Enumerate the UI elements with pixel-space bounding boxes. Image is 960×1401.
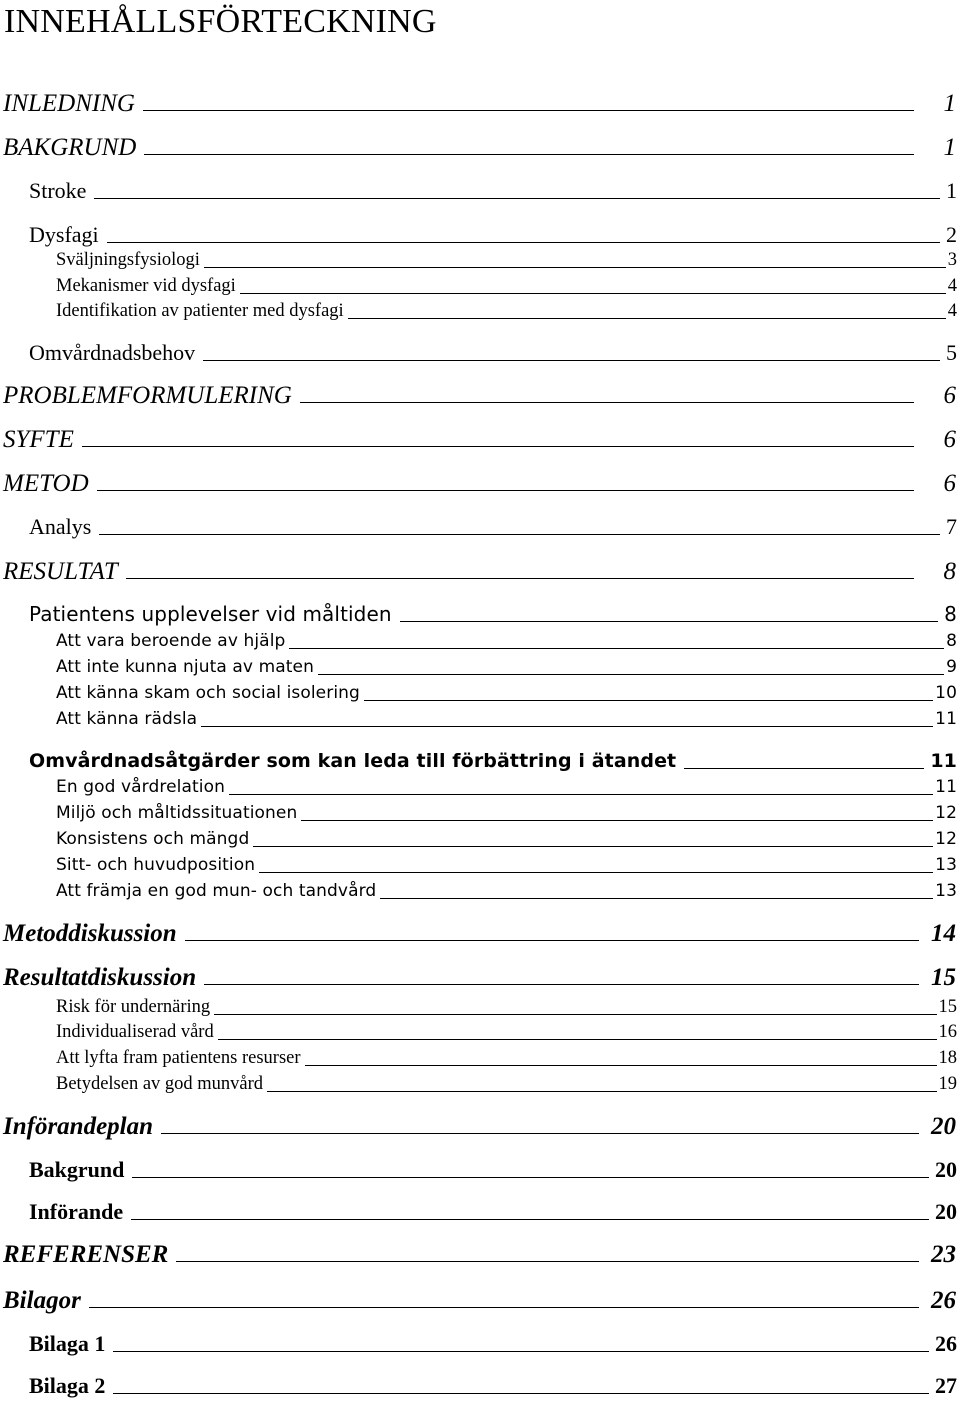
toc-entry-label: INLEDNING <box>3 90 135 117</box>
toc-entry[interactable] <box>0 708 960 730</box>
toc-leader-line <box>144 154 913 155</box>
toc-leader-line <box>185 940 919 941</box>
toc-entry-label: Att lyfta fram patientens resurser <box>56 1048 301 1068</box>
toc-entry-label: Införande <box>29 1199 124 1224</box>
toc-entry-label: Att känna rädsla <box>56 709 198 729</box>
toc-leader-line <box>214 1014 936 1015</box>
toc-leader-line <box>300 402 914 403</box>
toc-leader-line <box>126 578 914 579</box>
toc-entry-label: Risk för undernäring <box>56 997 211 1017</box>
toc-entry[interactable] <box>0 1241 960 1269</box>
toc-leader-line <box>113 1351 929 1352</box>
toc-entry-label: Resultatdiskussion <box>3 964 197 991</box>
toc-entry-label: Införandeplan <box>3 1113 154 1140</box>
toc-entry[interactable] <box>0 776 960 798</box>
toc-entry[interactable] <box>0 90 960 118</box>
toc-leader-line <box>364 700 933 701</box>
toc-entry-label: Mekanismer vid dysfagi <box>56 276 236 296</box>
toc-entry[interactable] <box>0 601 960 627</box>
toc-entry-page: 13 <box>935 855 957 875</box>
toc-entry-page: 13 <box>935 881 957 901</box>
toc-leader-line <box>204 267 946 268</box>
toc-entry-page: 15 <box>938 997 957 1017</box>
toc-entry-label: Att vara beroende av hjälp <box>56 631 286 651</box>
toc-leader-line <box>161 1133 919 1134</box>
toc-leader-line <box>240 293 946 294</box>
toc-entry-page: 6 <box>943 426 956 453</box>
toc-leader-line <box>82 446 914 447</box>
toc-entry-page: 10 <box>935 683 957 703</box>
toc-entry-page: 20 <box>931 1113 956 1140</box>
toc-entry[interactable] <box>0 964 960 992</box>
toc-entry-label: Att främja en god mun- och tandvård <box>56 881 377 901</box>
toc-entry-page: 6 <box>943 382 956 409</box>
toc-entry[interactable] <box>0 1113 960 1141</box>
toc-leader-line <box>204 984 919 985</box>
toc-entry-page: 11 <box>935 709 957 729</box>
toc-entry-label: Identifikation av patienter med dysfagi <box>56 301 344 321</box>
toc-entry[interactable] <box>0 275 960 297</box>
toc-entry-page: 14 <box>931 920 956 947</box>
toc-entry-label: SYFTE <box>3 426 74 453</box>
toc-entry-page: 23 <box>931 1241 956 1268</box>
toc-entry-page: 20 <box>935 1199 957 1224</box>
toc-entry-page: 12 <box>935 829 957 849</box>
toc-entry[interactable] <box>0 300 960 322</box>
toc-entry-page: 6 <box>943 470 956 497</box>
toc-entry-page: 8 <box>944 602 957 626</box>
toc-leader-line <box>380 898 933 899</box>
toc-entry-page: 1 <box>943 134 956 161</box>
toc-leader-line <box>253 846 933 847</box>
toc-entry-label: Att inte kunna njuta av maten <box>56 657 314 677</box>
toc-leader-line <box>107 242 940 243</box>
toc-entry[interactable] <box>0 1021 960 1043</box>
toc-entry-label: Stroke <box>29 178 87 203</box>
toc-entry-page: 11 <box>935 777 957 797</box>
toc-entry-label: Dysfagi <box>29 222 99 247</box>
page-title: INNEHÅLLSFÖRTECKNING <box>4 3 437 40</box>
toc-leader-line <box>305 1065 937 1066</box>
toc-entry-page: 12 <box>935 803 957 823</box>
toc-entry-label: Metoddiskussion <box>3 920 177 947</box>
toc-leader-line <box>301 820 933 821</box>
toc-leader-line <box>684 768 924 769</box>
toc-leader-line <box>400 621 939 622</box>
toc-entry[interactable] <box>0 470 960 498</box>
toc-entry-page: 27 <box>935 1373 957 1398</box>
toc-leader-line <box>203 360 940 361</box>
toc-leader-line <box>267 1091 936 1092</box>
toc-entry-label: Individualiserad vård <box>56 1022 214 1042</box>
toc-entry-label: Miljö och måltidssituationen <box>56 803 298 823</box>
toc-entry-page: 11 <box>930 750 957 772</box>
toc-entry-page: 1 <box>946 178 957 203</box>
toc-entry-page: 7 <box>946 514 957 539</box>
toc-entry[interactable] <box>0 1073 960 1095</box>
toc-entry-page: 2 <box>946 222 957 247</box>
toc-entry[interactable] <box>0 1047 960 1069</box>
toc-leader-line <box>94 198 940 199</box>
toc-entry-label: PROBLEMFORMULERING <box>3 382 292 409</box>
toc-leader-line <box>176 1261 919 1262</box>
toc-entry-label: METOD <box>3 470 89 497</box>
toc-entry-label: BAKGRUND <box>3 134 137 161</box>
toc-entry[interactable] <box>0 178 960 204</box>
toc-entry-page: 15 <box>931 964 956 991</box>
toc-entry-page: 1 <box>943 90 956 117</box>
toc-entry-label: REFERENSER <box>3 1241 169 1268</box>
toc-entry[interactable] <box>0 828 960 850</box>
toc-entry-label: Omvårdnadsåtgärder som kan leda till förbättring i ätandet <box>29 750 677 772</box>
toc-entry[interactable] <box>0 340 960 366</box>
toc-leader-line <box>99 534 940 535</box>
toc-leader-line <box>131 1219 929 1220</box>
toc-entry-page: 4 <box>947 276 957 296</box>
toc-leader-line <box>348 318 946 319</box>
toc-entry[interactable] <box>0 382 960 410</box>
toc-entry-page: 8 <box>946 631 957 651</box>
toc-entry[interactable] <box>0 748 960 774</box>
toc-entry-label: Bilaga 2 <box>29 1373 106 1398</box>
toc-leader-line <box>97 490 914 491</box>
toc-entry[interactable] <box>0 854 960 876</box>
toc-entry[interactable] <box>0 682 960 704</box>
toc-entry-label: Betydelsen av god munvård <box>56 1074 264 1094</box>
toc-leader-line <box>89 1307 919 1308</box>
toc-entry-page: 8 <box>943 558 956 585</box>
toc-entry-label: Bilaga 1 <box>29 1331 106 1356</box>
toc-entry-page: 3 <box>947 250 957 270</box>
toc-leader-line <box>318 674 944 675</box>
toc-entry-page: 5 <box>946 340 957 365</box>
toc-entry[interactable] <box>0 558 960 586</box>
toc-entry[interactable] <box>0 134 960 162</box>
toc-entry-label: Sväljningsfysiologi <box>56 250 200 270</box>
toc-entry-label: Sitt- och huvudposition <box>56 855 256 875</box>
toc-entry-label: RESULTAT <box>3 558 118 585</box>
toc-leader-line <box>113 1393 929 1394</box>
toc-entry[interactable] <box>0 920 960 948</box>
toc-leader-line <box>259 872 933 873</box>
toc-leader-line <box>229 794 933 795</box>
toc-entry[interactable] <box>0 426 960 454</box>
toc-entry[interactable] <box>0 802 960 824</box>
toc-entry[interactable] <box>0 656 960 678</box>
toc-entry[interactable] <box>0 996 960 1018</box>
toc-entry[interactable] <box>0 514 960 540</box>
toc-leader-line <box>143 110 914 111</box>
toc-entry[interactable] <box>0 1199 960 1225</box>
toc-entry[interactable] <box>0 630 960 652</box>
toc-entry[interactable] <box>0 1331 960 1357</box>
toc-entry[interactable] <box>0 1287 960 1315</box>
toc-leader-line <box>218 1039 937 1040</box>
toc-entry-page: 26 <box>935 1331 957 1356</box>
toc-leader-line <box>132 1177 929 1178</box>
toc-entry-page: 18 <box>938 1048 957 1068</box>
toc-entry-page: 16 <box>938 1022 957 1042</box>
toc-entry-page: 20 <box>935 1157 957 1182</box>
toc-entry[interactable] <box>0 249 960 271</box>
toc-leader-line <box>289 648 944 649</box>
toc-entry-page: 19 <box>938 1074 957 1094</box>
toc-entry-label: Analys <box>29 514 92 539</box>
toc-entry-page: 4 <box>947 301 957 321</box>
toc-entry-label: Bakgrund <box>29 1157 125 1182</box>
toc-entry-label: En god vårdrelation <box>56 777 225 797</box>
toc-entry-page: 26 <box>931 1287 956 1314</box>
toc-entry-label: Konsistens och mängd <box>56 829 250 849</box>
toc-entry[interactable] <box>0 1373 960 1399</box>
toc-entry[interactable] <box>0 880 960 902</box>
toc-entry-label: Bilagor <box>3 1287 81 1314</box>
toc-entry[interactable] <box>0 222 960 248</box>
toc-entry-label: Patientens upplevelser vid måltiden <box>29 602 392 626</box>
toc-leader-line <box>201 726 933 727</box>
toc-entry-page: 9 <box>946 657 957 677</box>
toc-entry-label: Att känna skam och social isolering <box>56 683 360 703</box>
toc-entry[interactable] <box>0 1157 960 1183</box>
toc-entry-label: Omvårdnadsbehov <box>29 340 196 365</box>
